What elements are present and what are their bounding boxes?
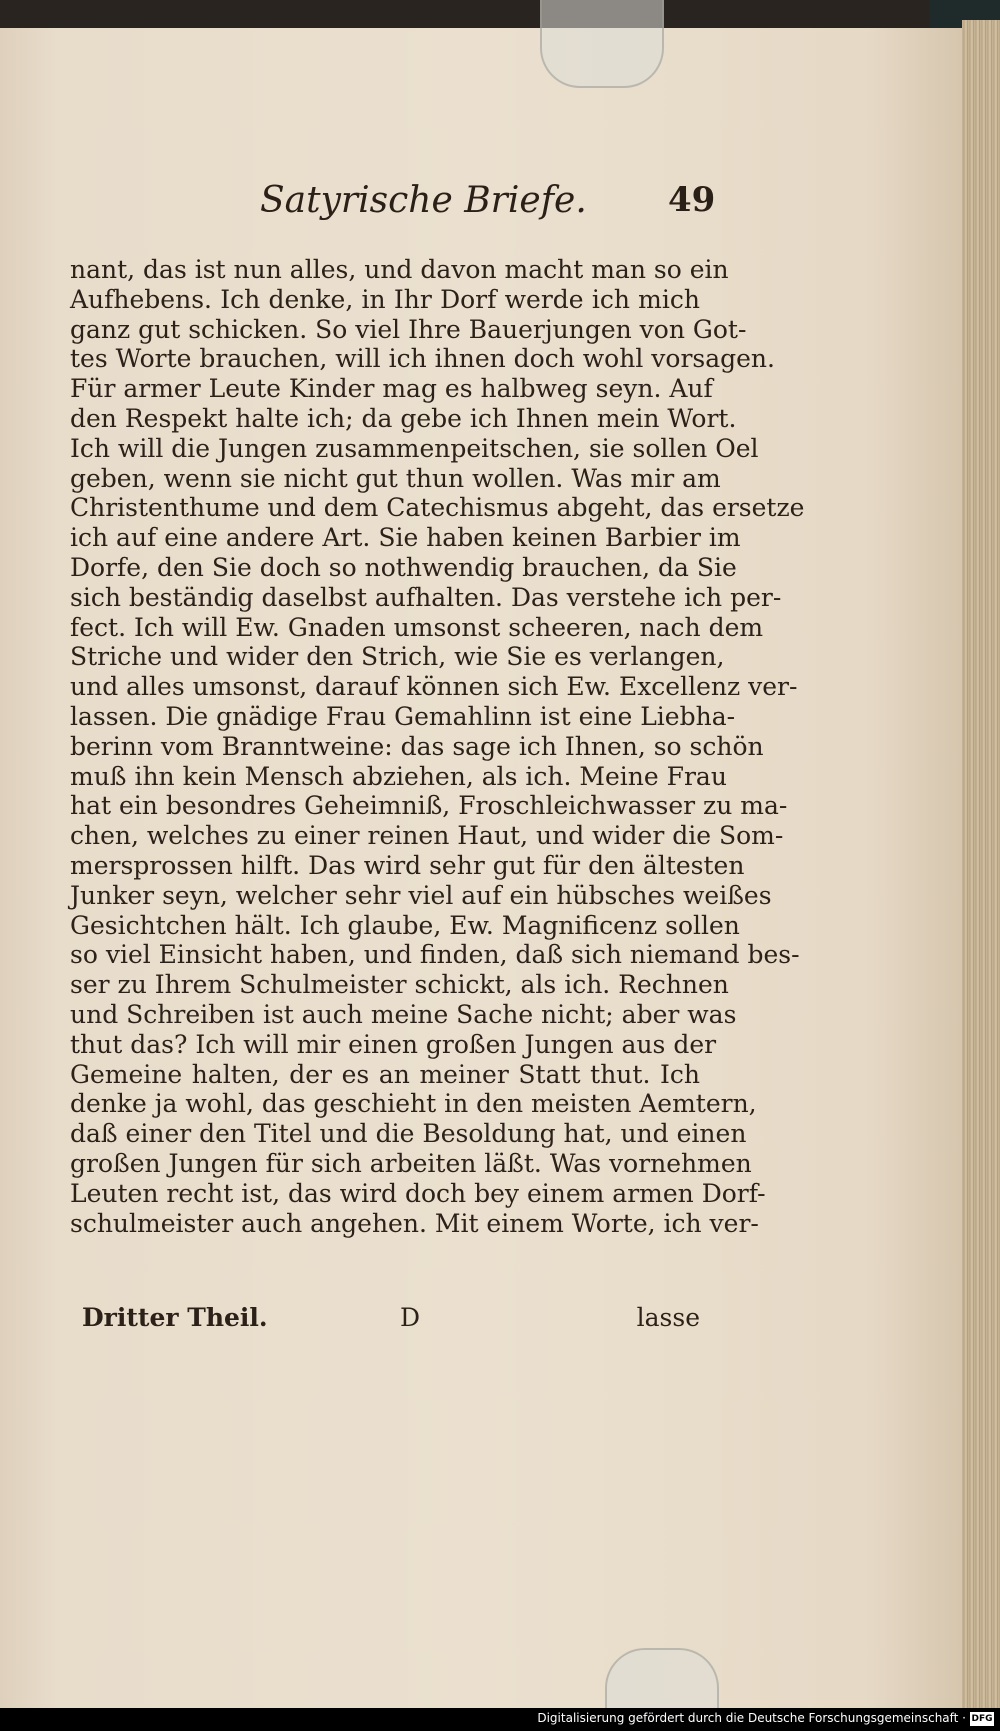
text-line: lassen. Die gnädige Frau Gemahlinn ist eine Liebha- [70, 701, 736, 731]
text-line: mersprossen hilft. Das wird sehr gut für den ältesten [70, 850, 745, 880]
text-line: Aufhebens. Ich denke, in Ihr Dorf werde ich mich [70, 284, 700, 314]
text-line: thut das? Ich will mir einen großen Jungen aus der [70, 1029, 717, 1059]
text-line: Leuten recht ist, das wird doch bey einem armen Dorf- [70, 1178, 766, 1208]
text-line: ich auf eine andere Art. Sie haben keinen Barbier im [70, 523, 741, 553]
text-line: Junker seyn, welcher sehr viel auf ein hübsches weißes [70, 880, 772, 910]
text-line: chen, welches zu einer reinen Haut, und wider die Som- [70, 821, 784, 851]
text-line: Dorfe, den Sie doch so nothwendig brauchen, da Sie [70, 552, 737, 582]
text-line: Ich will die Jungen zusammenpeitschen, sie sollen Oel [70, 433, 759, 463]
text-line: den Respekt halte ich; da gebe ich Ihnen mein Wort. [70, 403, 737, 433]
top-clip [540, 0, 664, 88]
text-line: ser zu Ihrem Schulmeister schickt, als ich. Rechnen [70, 970, 729, 1000]
text-line: sich beständig daselbst aufhalten. Das verstehe ich per- [70, 582, 782, 612]
dfg-logo: DFG [971, 1714, 993, 1724]
page-edges [962, 20, 1000, 1710]
text-line: Gesichtchen hält. Ich glaube, Ew. Magnificenz sollen [70, 910, 740, 940]
signature-mark: D [400, 1303, 421, 1332]
text-line: Christenthume und dem Catechismus abgeht, das ersetze [70, 493, 805, 523]
text-line: ganz gut schicken. So viel Ihre Bauerjungen von Got- [70, 314, 747, 344]
text-line: Für armer Leute Kinder mag es halbweg seyn. Auf [70, 374, 713, 404]
catchword: lasse [636, 1303, 700, 1332]
text-line: so viel Einsicht haben, und finden, daß sich niemand bes- [70, 940, 800, 970]
text-line: Striche und wider den Strich, wie Sie es verlangen, [70, 642, 725, 672]
text-line: Gemeine halten, der es an meiner Statt thut. Ich [70, 1059, 700, 1089]
funding-credit: Digitalisierung gefördert durch die Deutsche Forschungsgemeinschaft · [537, 1711, 966, 1725]
text-line: daß einer den Titel und die Besoldung hat, und einen [70, 1119, 747, 1149]
text-line: berinn vom Branntweine: das sage ich Ihnen, so schön [70, 731, 764, 761]
text-line: geben, wenn sie nicht gut thun wollen. Was mir am [70, 463, 721, 493]
page-footer [70, 1303, 700, 1337]
credit-bar [0, 1708, 1000, 1731]
text-line: großen Jungen für sich arbeiten läßt. Was vornehmen [70, 1148, 752, 1178]
bottom-clip [605, 1648, 719, 1716]
body-text [70, 255, 805, 1238]
page-header [70, 180, 750, 230]
text-line: und alles umsonst, darauf können sich Ew. Excellenz ver- [70, 672, 798, 702]
text-line: und Schreiben ist auch meine Sache nicht; aber was [70, 999, 737, 1029]
text-line: muß ihn kein Mensch abziehen, als ich. Meine Frau [70, 761, 727, 791]
text-line: fect. Ich will Ew. Gnaden umsonst scheeren, nach dem [70, 612, 764, 642]
page-number: 49 [668, 180, 716, 220]
text-line: tes Worte brauchen, will ich ihnen doch wohl vorsagen. [70, 344, 775, 374]
text-line: schulmeister auch angehen. Mit einem Worte, ich ver- [70, 1208, 759, 1238]
signature-line: Dritter Theil. [82, 1303, 268, 1332]
text-line: denke ja wohl, das geschieht in den meisten Aemtern, [70, 1089, 757, 1119]
text-line: hat ein besondres Geheimniß, Froschleichwasser zu ma- [70, 791, 788, 821]
running-title: Satyrische Briefe. [260, 180, 587, 221]
text-line: nant, das ist nun alles, und davon macht man so ein [70, 255, 729, 284]
